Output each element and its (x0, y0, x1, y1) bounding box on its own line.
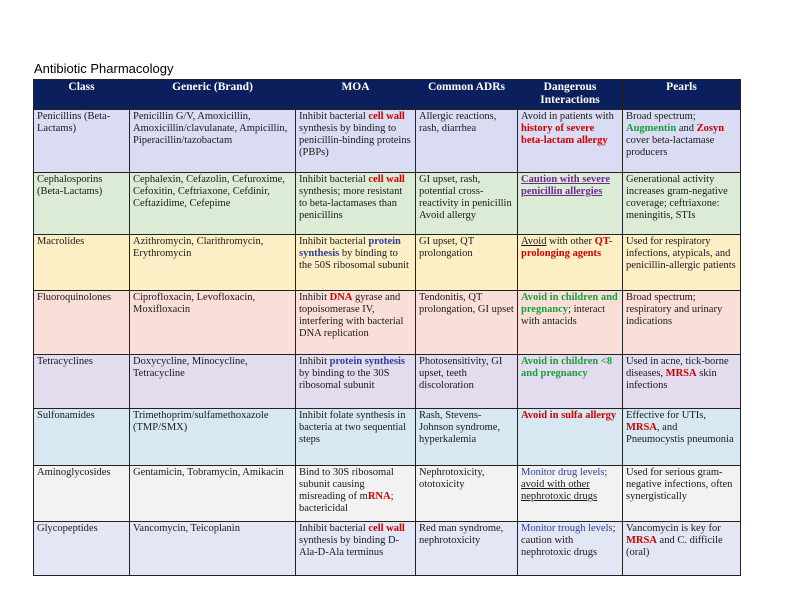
cell-adrs: Photosensitivity, GI upset, teeth discoloration (416, 355, 518, 409)
cell-pearls: Vancomycin is key for MRSA and C. difficile (oral) (623, 522, 741, 576)
table-row (34, 409, 741, 466)
cell-moa: Bind to 30S ribosomal subunit causing misreading of mRNA; bactericidal (296, 466, 416, 522)
cell-moa: Inhibit protein synthesis by binding to the 30S ribosomal subunit (296, 355, 416, 409)
cell-moa: Inhibit bacterial cell wall synthesis; more resistant to beta-lactamases than penicillins (296, 173, 416, 235)
table-header-row (34, 80, 741, 110)
cell-interactions: Avoid in sulfa allergy (518, 409, 623, 466)
cell-class: Sulfonamides (34, 409, 130, 466)
cell-adrs: GI upset, rash, potential cross-reactivity in penicillin Avoid allergy (416, 173, 518, 235)
antibiotic-table (33, 79, 741, 576)
cell-moa: Inhibit bacterial cell wall synthesis by binding D-Ala-D-Ala terminus (296, 522, 416, 576)
table-row (34, 466, 741, 522)
table-row (34, 355, 741, 409)
cell-generic: Doxycycline, Minocycline, Tetracycline (130, 355, 296, 409)
cell-adrs: Red man syndrome, nephrotoxicity (416, 522, 518, 576)
header-class: Class (34, 80, 130, 110)
header-interactions: Dangerous Interactions (518, 80, 623, 110)
cell-pearls: Broad spectrum; respiratory and urinary indications (623, 291, 741, 355)
header-moa: MOA (296, 80, 416, 110)
cell-moa: Inhibit bacterial cell wall synthesis by binding to penicillin-binding proteins (PBPs) (296, 110, 416, 173)
cell-pearls: Used for serious gram-negative infections, often synergistically (623, 466, 741, 522)
cell-class: Glycopeptides (34, 522, 130, 576)
cell-pearls: Effective for UTIs, MRSA, and Pneumocystis pneumonia (623, 409, 741, 466)
cell-adrs: Nephrotoxicity, ototoxicity (416, 466, 518, 522)
table-row (34, 291, 741, 355)
cell-generic: Penicillin G/V, Amoxicillin, Amoxicillin/clavulanate, Ampicillin, Piperacillin/tazobactam (130, 110, 296, 173)
table-row (34, 110, 741, 173)
document-title: Antibiotic Pharmacology (34, 61, 174, 76)
cell-pearls: Used for respiratory infections, atypicals, and penicillin-allergic patients (623, 235, 741, 291)
cell-class: Cephalosporins (Beta-Lactams) (34, 173, 130, 235)
cell-interactions: Monitor trough levels; caution with nephrotoxic drugs (518, 522, 623, 576)
cell-interactions: Avoid in children <8 and pregnancy (518, 355, 623, 409)
cell-interactions: Avoid in patients with history of severe beta-lactam allergy (518, 110, 623, 173)
cell-interactions: Avoid with other QT-prolonging agents (518, 235, 623, 291)
cell-adrs: Tendonitis, QT prolongation, GI upset (416, 291, 518, 355)
cell-generic: Vancomycin, Teicoplanin (130, 522, 296, 576)
table-row (34, 522, 741, 576)
cell-moa: Inhibit folate synthesis in bacteria at two sequential steps (296, 409, 416, 466)
header-pearls: Pearls (623, 80, 741, 110)
cell-class: Macrolides (34, 235, 130, 291)
cell-adrs: Allergic reactions, rash, diarrhea (416, 110, 518, 173)
cell-class: Aminoglycosides (34, 466, 130, 522)
cell-pearls: Broad spectrum; Augmentin and Zosyn cover beta-lactamase producers (623, 110, 741, 173)
cell-generic: Gentamicin, Tobramycin, Amikacin (130, 466, 296, 522)
cell-pearls: Generational activity increases gram-negative coverage; ceftriaxone: meningitis, STIs (623, 173, 741, 235)
table-row (34, 235, 741, 291)
cell-generic: Cephalexin, Cefazolin, Cefuroxime, Cefoxitin, Ceftriaxone, Cefdinir, Ceftazidime, Cefepime (130, 173, 296, 235)
cell-generic: Ciprofloxacin, Levofloxacin, Moxifloxacin (130, 291, 296, 355)
cell-moa: Inhibit bacterial protein synthesis by binding to the 50S ribosomal subunit (296, 235, 416, 291)
table-row (34, 173, 741, 235)
cell-interactions: Caution with severe penicillin allergies (518, 173, 623, 235)
cell-adrs: GI upset, QT prolongation (416, 235, 518, 291)
cell-moa: Inhibit DNA gyrase and topoisomerase IV, interfering with bacterial DNA replication (296, 291, 416, 355)
cell-class: Fluoroquinolones (34, 291, 130, 355)
cell-generic: Azithromycin, Clarithromycin, Erythromycin (130, 235, 296, 291)
cell-adrs: Rash, Stevens-Johnson syndrome, hyperkalemia (416, 409, 518, 466)
cell-class: Tetracyclines (34, 355, 130, 409)
header-generic: Generic (Brand) (130, 80, 296, 110)
header-adrs: Common ADRs (416, 80, 518, 110)
cell-interactions: Monitor drug levels; avoid with other nephrotoxic drugs (518, 466, 623, 522)
cell-generic: Trimethoprim/sulfamethoxazole (TMP/SMX) (130, 409, 296, 466)
cell-class: Penicillins (Beta-Lactams) (34, 110, 130, 173)
cell-pearls: Used in acne, tick-borne diseases, MRSA skin infections (623, 355, 741, 409)
cell-interactions: Avoid in children and pregnancy; interact with antacids (518, 291, 623, 355)
